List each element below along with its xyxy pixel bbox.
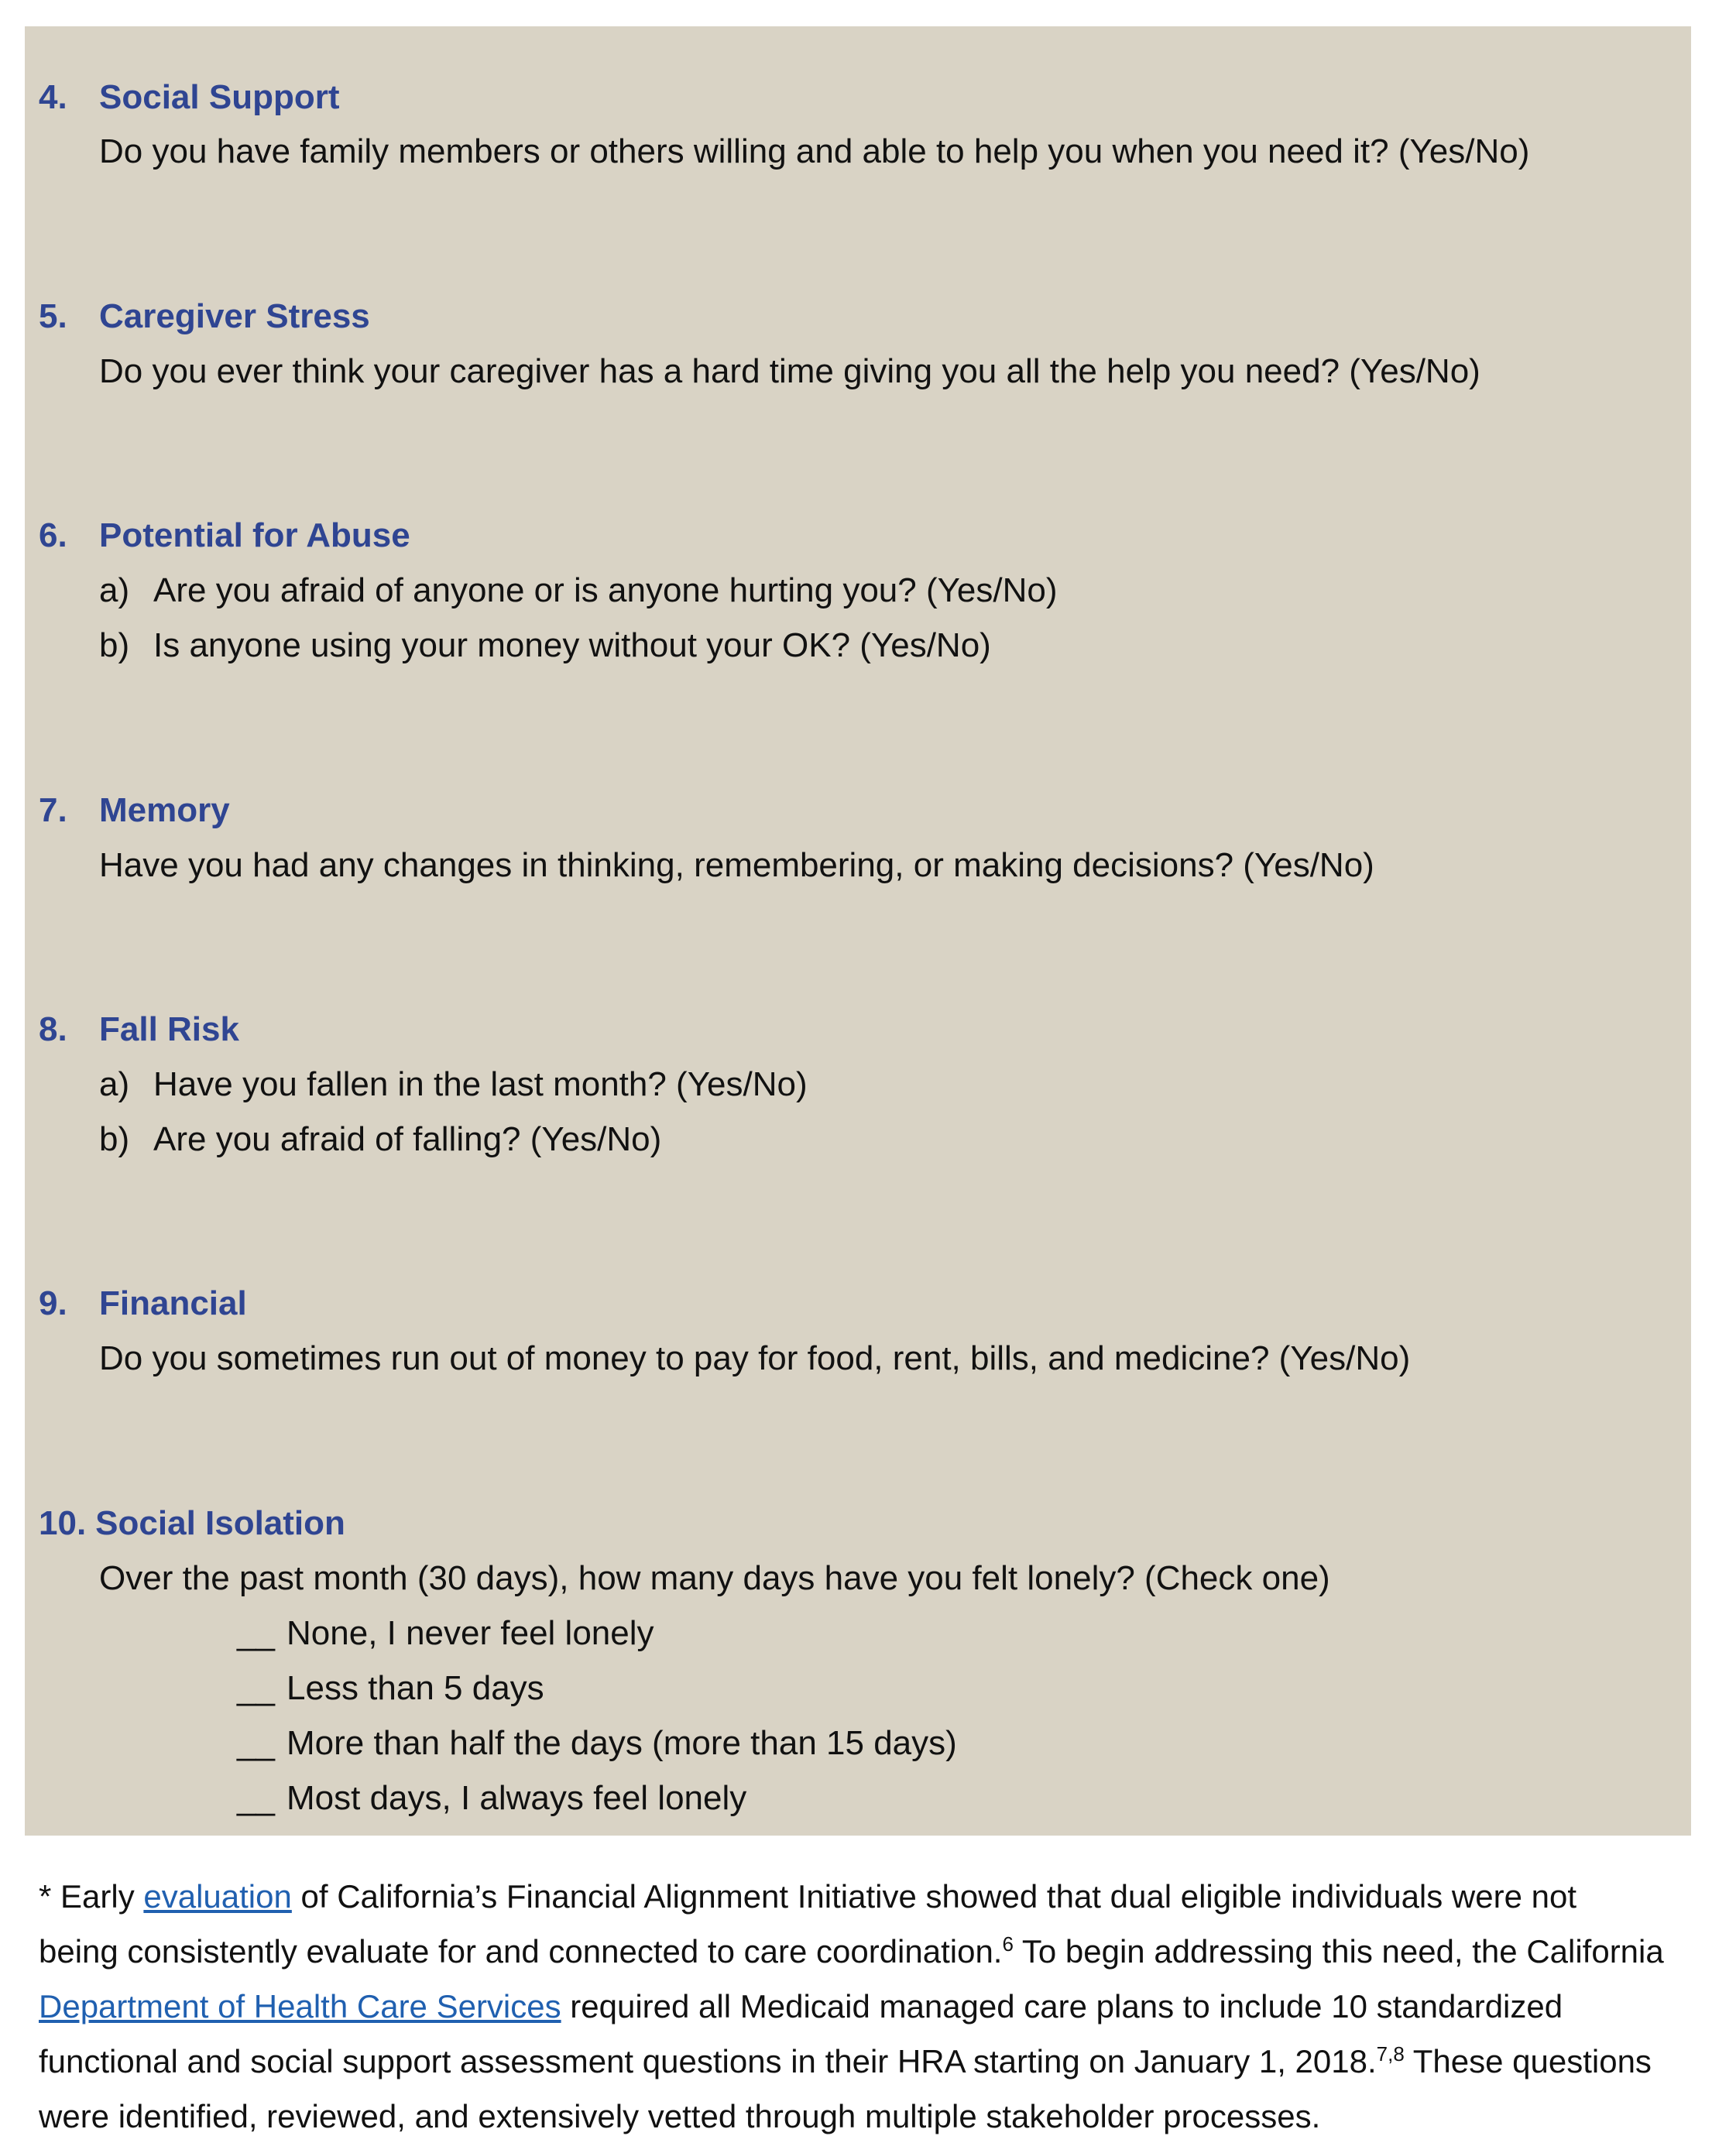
question-number: 8. [39,1010,67,1048]
question-text: Over the past month (30 days), how many days have you felt lonely? (Check one) [99,1559,1330,1597]
question-number: 5. [39,297,67,335]
question-text: Do you sometimes run out of money to pay for food, rent, bills, and medicine? (Yes/No) [99,1339,1411,1377]
sub-question [99,622,991,669]
sub-question [99,567,1058,614]
checkbox-option[interactable] [237,1665,544,1712]
question-text: Do you ever think your caregiver has a hard time giving you all the help you need? (Yes/No) [99,352,1480,390]
question-title-text: Social Isolation [95,1504,345,1542]
question-title [39,1500,345,1547]
question-text: Do you have family members or others willing and able to help you when you need it? (Yes/No) [99,132,1530,170]
checkbox-option[interactable] [237,1720,957,1767]
question-title [39,293,370,340]
footnote-line [39,2034,1703,2089]
question-number: 7. [39,791,67,829]
question-title-text: Financial [99,1284,247,1322]
citation-superscript: 7,8 [1376,2042,1405,2066]
question-title [39,787,230,834]
option-label: Less than 5 days [286,1669,544,1707]
evaluation-link[interactable]: evaluation [143,1878,292,1915]
checkbox-option[interactable] [237,1610,654,1657]
question-title-text: Potential for Abuse [99,516,410,554]
question-text: Have you had any changes in thinking, remembering, or making decisions? (Yes/No) [99,846,1374,884]
question-title [39,513,410,559]
sub-question-text: Is anyone using your money without your OK? (Yes/No) [153,626,991,664]
question-title-text: Social Support [99,78,340,116]
footnote-text: being consistently evaluate for and connected to care coordination. [39,1933,1003,1970]
checkbox-option[interactable] [237,1775,746,1822]
sub-question-text: Are you afraid of falling? (Yes/No) [153,1120,662,1158]
sub-question-marker: a) [99,571,130,609]
footnote-text: * Early [39,1878,144,1915]
option-label: More than half the days (more than 15 days) [286,1724,957,1762]
sub-question [99,1116,661,1163]
question-title [39,74,339,121]
citation-superscript: 6 [1002,1932,1014,1956]
question-number: 9. [39,1284,67,1322]
sub-question-text: Are you afraid of anyone or is anyone hurting you? (Yes/No) [153,571,1058,609]
question-title-text: Caregiver Stress [99,297,370,335]
footnote-text: of California’s Financial Alignment Initiative showed that dual eligible individuals were not [291,1878,1577,1915]
footnote-text: functional and social support assessment questions in their HRA starting on January 1, 2018. [39,2043,1377,2079]
check-blank[interactable]: __ [237,1669,275,1707]
question-title [39,1280,247,1327]
footnote-line [39,1924,1703,1979]
dhcs-link[interactable]: Department of Health Care Services [39,1988,561,2024]
sub-question-marker: a) [99,1065,130,1103]
question-title-text: Memory [99,791,230,829]
check-blank[interactable]: __ [237,1614,275,1652]
footnote-line [39,1979,1703,2034]
question-number: 4. [39,78,67,116]
option-label: None, I never feel lonely [286,1614,654,1652]
option-label: Most days, I always feel lonely [286,1779,747,1817]
sub-question [99,1061,808,1108]
footnote-text: required all Medicaid managed care plans to include 10 standardized [561,1988,1563,2024]
check-blank[interactable]: __ [237,1724,275,1762]
footnote-text: These questions [1404,2043,1652,2079]
footnote-line: were identified, reviewed, and extensively vetted through multiple stakeholder processes. [39,2098,1321,2134]
sub-question-text: Have you fallen in the last month? (Yes/No) [153,1065,808,1103]
footnote-line [39,1869,1703,1924]
sub-question-marker: b) [99,1120,130,1158]
footnote [39,1869,1703,2144]
footnote-text: To begin addressing this need, the California [1013,1933,1664,1970]
sub-question-marker: b) [99,626,130,664]
question-number: 10. [39,1504,87,1542]
question-title-text: Fall Risk [99,1010,239,1048]
question-title [39,1006,239,1053]
check-blank[interactable]: __ [237,1779,275,1817]
question-number: 6. [39,516,67,554]
